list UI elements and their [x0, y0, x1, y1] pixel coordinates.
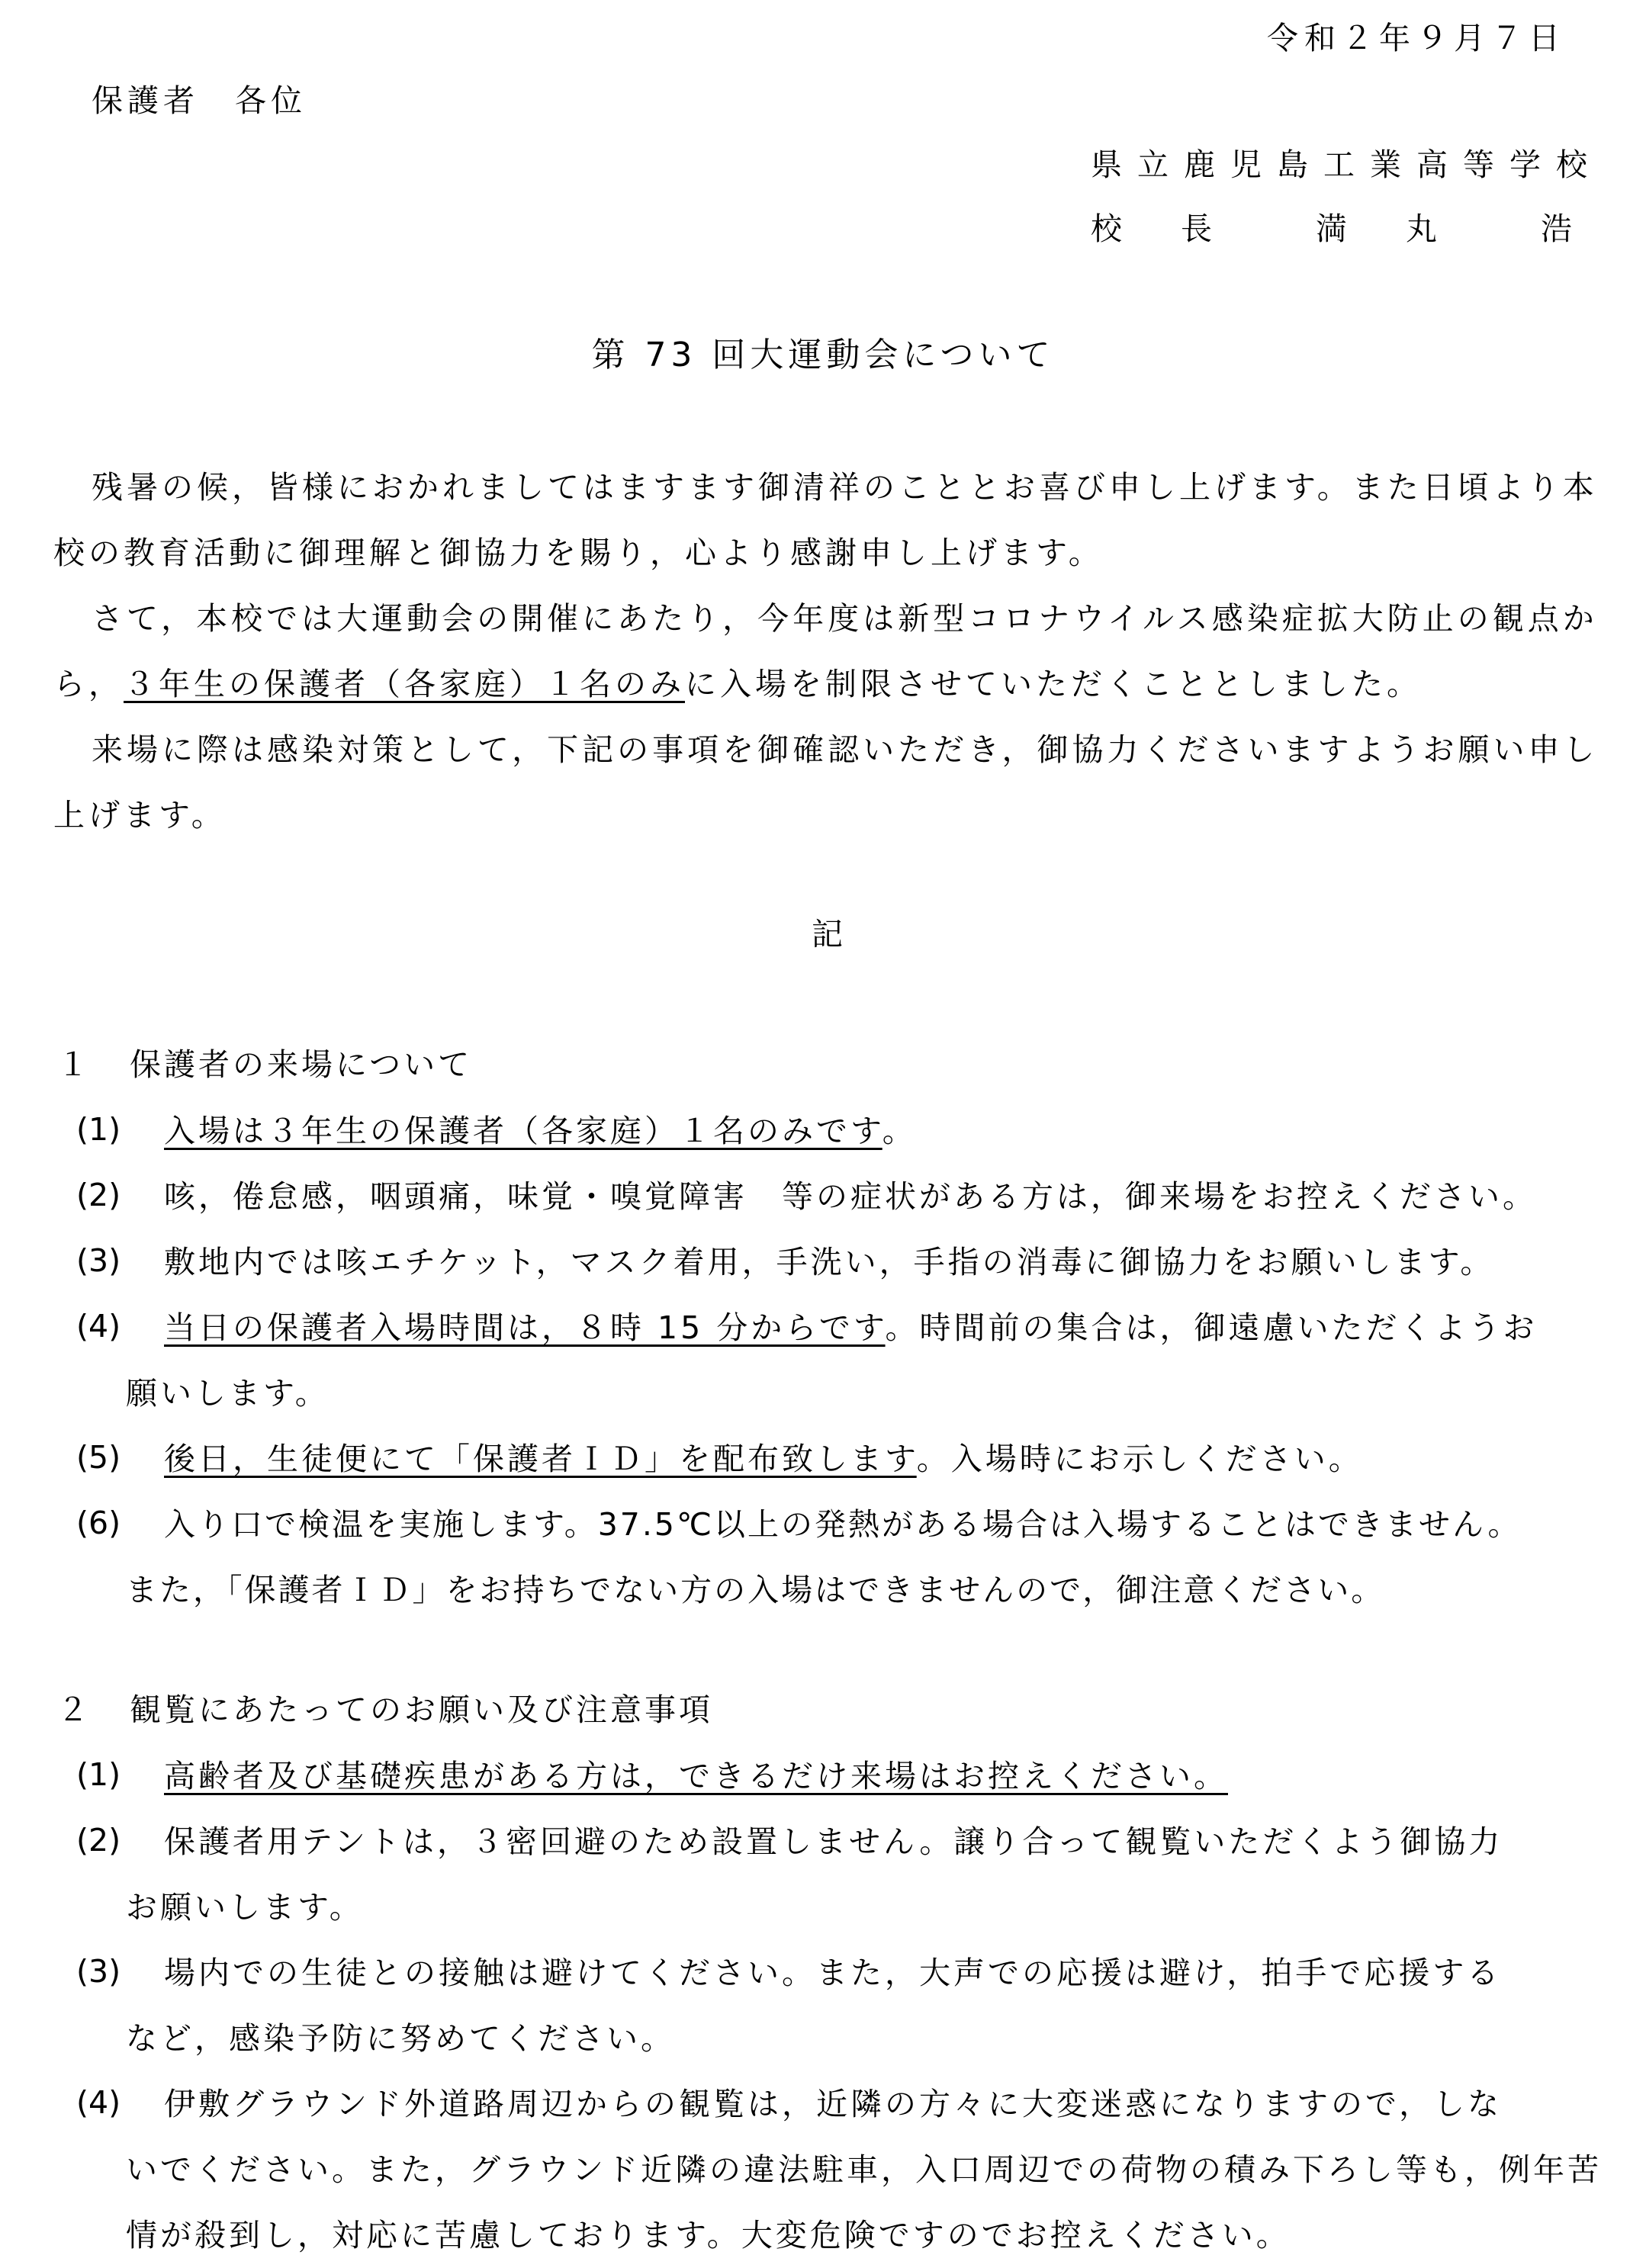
s1-item-2 [164, 1164, 1606, 1229]
recipient-line: 保護者 各位 [92, 82, 307, 119]
s1-item-4-rest: 。時間前の集合は，御遠慮いただくようお [885, 1309, 1538, 1346]
intro-paragraph-2 [53, 586, 1602, 717]
s1-item-1 [164, 1098, 1606, 1164]
s2-item-1 [164, 1743, 1606, 1809]
s1-item-6-rest: 入り口で検温を実施します。37.5℃以上の発熱がある場合は入場することはできません。 [164, 1506, 1522, 1543]
s2-item-1-underlined: 高齢者及び基礎疾患がある方は，できるだけ来場はお控えください。 [164, 1758, 1228, 1794]
s1-item-6 [126, 1492, 1606, 1623]
s1-item-2-number: (2) [76, 1177, 121, 1213]
s1-item-5-rest: 。入場時にお示しください。 [916, 1441, 1363, 1477]
s1-item-3-rest: 敷地内では咳エチケット，マスク着用，手洗い，手指の消毒に御協力をお願いします。 [164, 1244, 1495, 1280]
document-date: 令和２年９月７日 [1267, 20, 1566, 56]
s1-item-1-number: (1) [76, 1111, 121, 1148]
section-1-number: １ [57, 1046, 92, 1083]
intro-paragraph-3: 来場に際は感染対策として，下記の事項を御確認いただき，御協力くださいますようお願い申し上げます。 [53, 731, 1599, 834]
s1-item-4-underlined: 当日の保護者入場時間は，８時 15 分からです [164, 1309, 886, 1346]
s2-item-4 [126, 2071, 1606, 2268]
s2-item-2 [126, 1809, 1606, 1940]
ki-marker: 記 [812, 916, 847, 952]
s2-item-3-number: (3) [76, 1953, 121, 1990]
s2-item-2-number: (2) [76, 1822, 121, 1858]
section-2-number: ２ [57, 1691, 92, 1728]
s1-item-4-number: (4) [76, 1308, 121, 1344]
s1-item-5 [164, 1426, 1606, 1492]
s1-item-4 [126, 1295, 1606, 1426]
s2-item-3-continuation: など，感染予防に努めてください。 [126, 2020, 675, 2057]
intro-paragraph-1: 残暑の候，皆様におかれましてはますます御清祥のこととお喜び申し上げます。また日頃より本校の教育活動に御理解と御協力を賜り，心より感謝申し上げます。 [53, 469, 1598, 571]
section-2-title: 観覧にあたってのお願い及び注意事項 [130, 1691, 713, 1728]
s2-item-4-continuation: いでください。また，グラウンド近隣の違法駐車，入口周辺での荷物の積み下ろし等も，例年苦情が殺到し，対応に苦慮しております。大変危険ですのでお控えください。 [126, 2151, 1602, 2254]
principal-name: 校 長 満 丸 浩 [1091, 210, 1586, 247]
s1-item-6-number: (6) [76, 1505, 121, 1541]
document-title: 第 73 回大運動会について [591, 336, 1055, 374]
school-name: 県立鹿児島工業高等学校 [1091, 146, 1603, 183]
s2-item-3 [126, 1940, 1606, 2071]
s1-item-3 [164, 1229, 1606, 1295]
s1-item-1-underlined: 入場は３年生の保護者（各家庭）１名のみです [164, 1113, 882, 1149]
restriction-highlight: ３年生の保護者（各家庭）１名のみ [124, 666, 685, 702]
s2-item-2-continuation: お願いします。 [126, 1889, 364, 1926]
section-1-heading [57, 1046, 473, 1083]
s1-item-4-continuation: 願いします。 [126, 1375, 330, 1412]
s2-item-4-number: (4) [76, 2084, 121, 2121]
s1-item-6-continuation: また，「保護者ＩＤ」をお持ちでない方の入場はできませんので，御注意ください。 [126, 1572, 1385, 1608]
s2-item-3-rest: 場内での生徒との接触は避けてください。また，大声での応援は避け，拍手で応援する [164, 1955, 1502, 1991]
s2-item-4-rest: 伊敷グラウンド外道路周辺からの観覧は，近隣の方々に大変迷惑になりますので，しな [164, 2086, 1503, 2122]
s1-item-5-number: (5) [76, 1439, 121, 1476]
intro-paragraph-2-tail: に入場を制限させていただくこととしました。 [685, 666, 1422, 702]
section-2-heading [57, 1691, 713, 1728]
s1-item-1-rest: 。 [882, 1113, 917, 1149]
intro-paragraph-2-lead: さて，本校では大運動会の開催にあたり，今年度は新型コロナウイルス感染症拡大防止の観点から， [53, 600, 1598, 702]
s2-item-1-number: (1) [76, 1756, 121, 1793]
s2-item-2-rest: 保護者用テントは，３密回避のため設置しません。譲り合って観覧いただくよう御協力 [164, 1823, 1503, 1860]
s1-item-3-number: (3) [76, 1242, 121, 1279]
s1-item-2-rest: 咳，倦怠感，咽頭痛，味覚・嗅覚障害 等の症状がある方は，御来場をお控えください。 [164, 1178, 1537, 1215]
s1-item-5-underlined: 後日，生徒便にて「保護者ＩＤ」を配布致します [164, 1441, 917, 1477]
section-1-title: 保護者の来場について [130, 1046, 473, 1083]
